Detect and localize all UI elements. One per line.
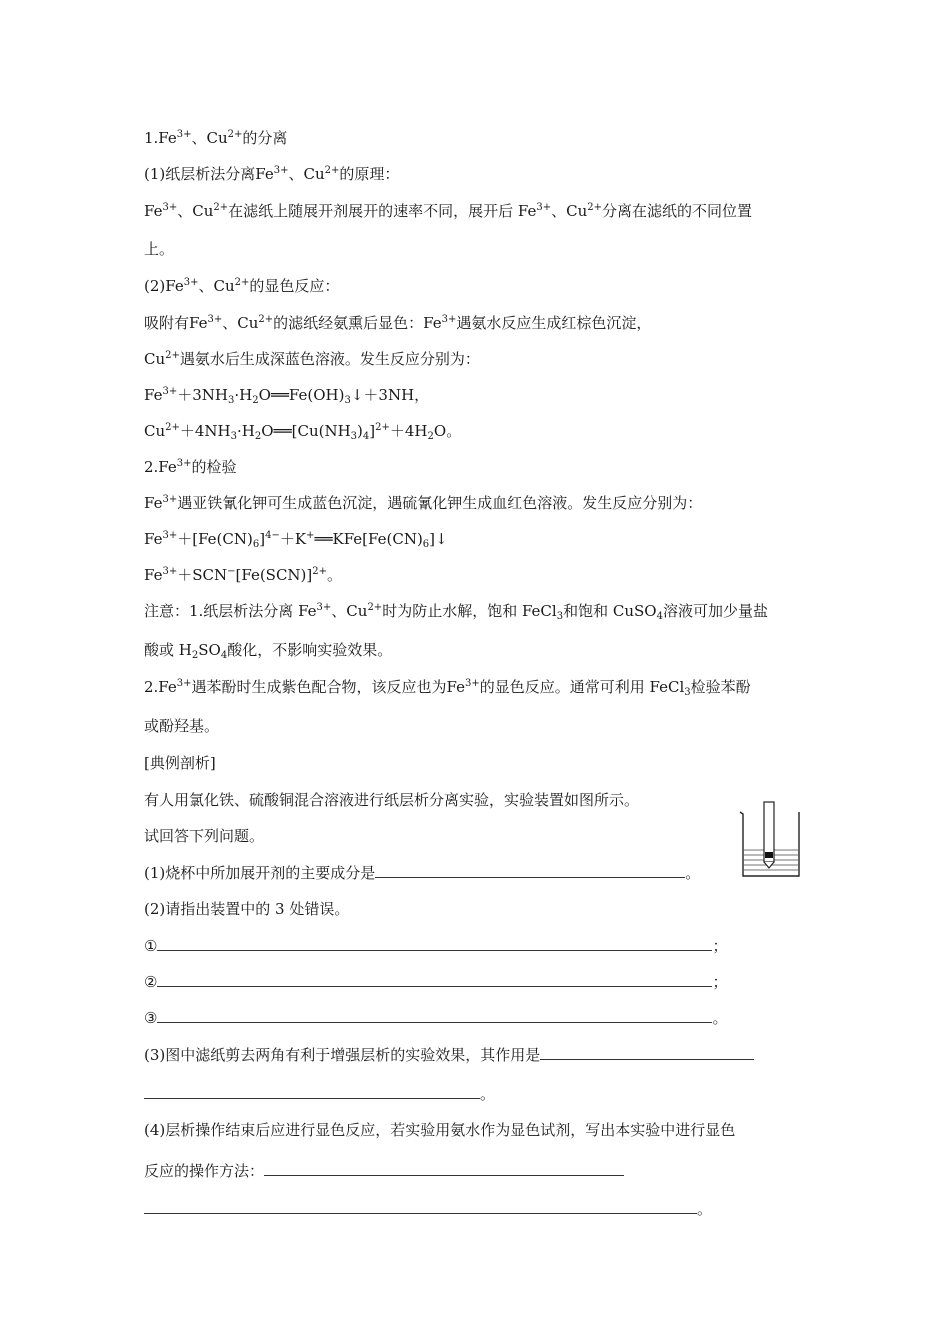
principle-text-line-2: 上。 xyxy=(144,240,175,258)
marker-3: ③ xyxy=(144,1009,158,1027)
marker-2: ② xyxy=(144,973,158,991)
filter-paper-strip xyxy=(764,802,774,868)
question-4-cont xyxy=(144,1198,712,1219)
question-3-text: (3)图中滤纸剪去两角有利于增强层析的实验效果，其作用是 xyxy=(144,1046,541,1064)
question-2-answer-3 xyxy=(144,1007,727,1028)
marker-1: ① xyxy=(144,937,158,955)
punct: ； xyxy=(712,973,728,991)
answer-blank-2c[interactable] xyxy=(157,1007,712,1023)
answer-blank-4b[interactable] xyxy=(144,1198,697,1214)
answer-blank-4a[interactable] xyxy=(264,1160,624,1176)
section-2-text: $Fe^{3+}$遇亚铁氰化钾可生成蓝色沉淀，遇硫氰化钾生成血红色溶液。发生反应分别为： xyxy=(144,494,703,512)
question-1-text: (1)烧杯中所加展开剂的主要成分是 xyxy=(144,864,376,882)
punct: 。 xyxy=(697,1200,713,1218)
punct: 。 xyxy=(480,1085,496,1103)
note-1-line-1: 注意：1.纸层析法分离 $Fe^{3+}$、$Cu^{2+}$时为防止水解，饱和 FeCl$_3$和饱和 CuSO$_4$溶液可加少量盐 xyxy=(144,602,768,622)
answer-blank-3b[interactable] xyxy=(144,1083,480,1099)
punct: ； xyxy=(712,937,728,955)
example-intro: 有人用氯化铁、硫酸铜混合溶液进行纸层析分离实验，实验装置如图所示。 xyxy=(144,791,640,809)
equation-2: $Cu^{2+}+4NH_3\cdot H_2O══[Cu(NH_3)_4]^{2+}+4H_2O$。 xyxy=(144,422,462,442)
question-1 xyxy=(144,862,700,883)
section-2-title: $2.Fe^{3+}$的检验 xyxy=(144,458,237,476)
color-reaction-line-2: $Cu^{2+}$遇氨水后生成深蓝色溶液。发生反应分别为： xyxy=(144,350,480,368)
question-3-cont xyxy=(144,1083,495,1104)
principle-text-line-1: $Fe^{3+}$、$Cu^{2+}$在滤纸上随展开剂展开的速率不同，展开后 $Fe^{3+}$、$Cu^{2+}$分离在滤纸的不同位置 xyxy=(144,202,753,220)
color-reaction-line-1: 吸附有$Fe^{3+}$、$Cu^{2+}$的滤纸经氨熏后显色：$Fe^{3+}$遇氨水反应生成红棕色沉淀， xyxy=(144,314,652,332)
example-ask: 试回答下列问题。 xyxy=(144,827,265,845)
note-2-line-1: $2.Fe^{3+}$遇苯酚时生成紫色配合物，该反应也为$Fe^{3+}$的显色反应。通常可利用 FeCl$_3$检验苯酚 xyxy=(144,678,751,698)
punct: 。 xyxy=(685,864,701,882)
question-3 xyxy=(144,1044,754,1065)
section-1-subtitle-2: $(2)Fe^{3+}$、$Cu^{2+}$的显色反应： xyxy=(144,277,340,295)
answer-blank-2b[interactable] xyxy=(157,971,712,987)
equation-3: $Fe^{3+}+[Fe(CN)_6]^{4-}+K^+══KFe[Fe(CN)_6]↓$ xyxy=(144,530,448,550)
question-4-line-2 xyxy=(144,1160,624,1181)
answer-blank-1[interactable] xyxy=(375,862,685,878)
example-heading: [典例剖析] xyxy=(144,754,216,772)
question-2-answer-2 xyxy=(144,971,727,992)
question-4-text: 反应的操作方法： xyxy=(144,1162,265,1180)
note-1-line-2: 酸或 $H_2SO_4$酸化，不影响实验效果。 xyxy=(144,641,393,661)
equation-1: $Fe^{3+}+3NH_3\cdot H_2O══Fe(OH)_3↓+3NH$， xyxy=(144,386,430,406)
section-1-subtitle-1: (1)纸层析法分离$Fe^{3+}$、$Cu^{2+}$的原理： xyxy=(144,165,400,183)
question-4-line-1: (4)层析操作结束后应进行显色反应，若实验用氨水作为显色试剂，写出本实验中进行显色 xyxy=(144,1121,736,1139)
question-2: (2)请指出装置中的 3 处错误。 xyxy=(144,900,350,918)
equation-4: $Fe^{3+}+SCN^-[Fe(SCN)]^{2+}$。 xyxy=(144,566,343,584)
section-1-title: $1.Fe^{3+}$、$Cu^{2+}$的分离 xyxy=(144,129,288,147)
beaker-apparatus-figure xyxy=(736,800,806,880)
answer-blank-2a[interactable] xyxy=(157,935,712,951)
question-2-answer-1 xyxy=(144,935,727,956)
note-2-line-2: 或酚羟基。 xyxy=(144,717,220,735)
answer-blank-3a[interactable] xyxy=(540,1044,754,1060)
punct: 。 xyxy=(712,1009,728,1027)
